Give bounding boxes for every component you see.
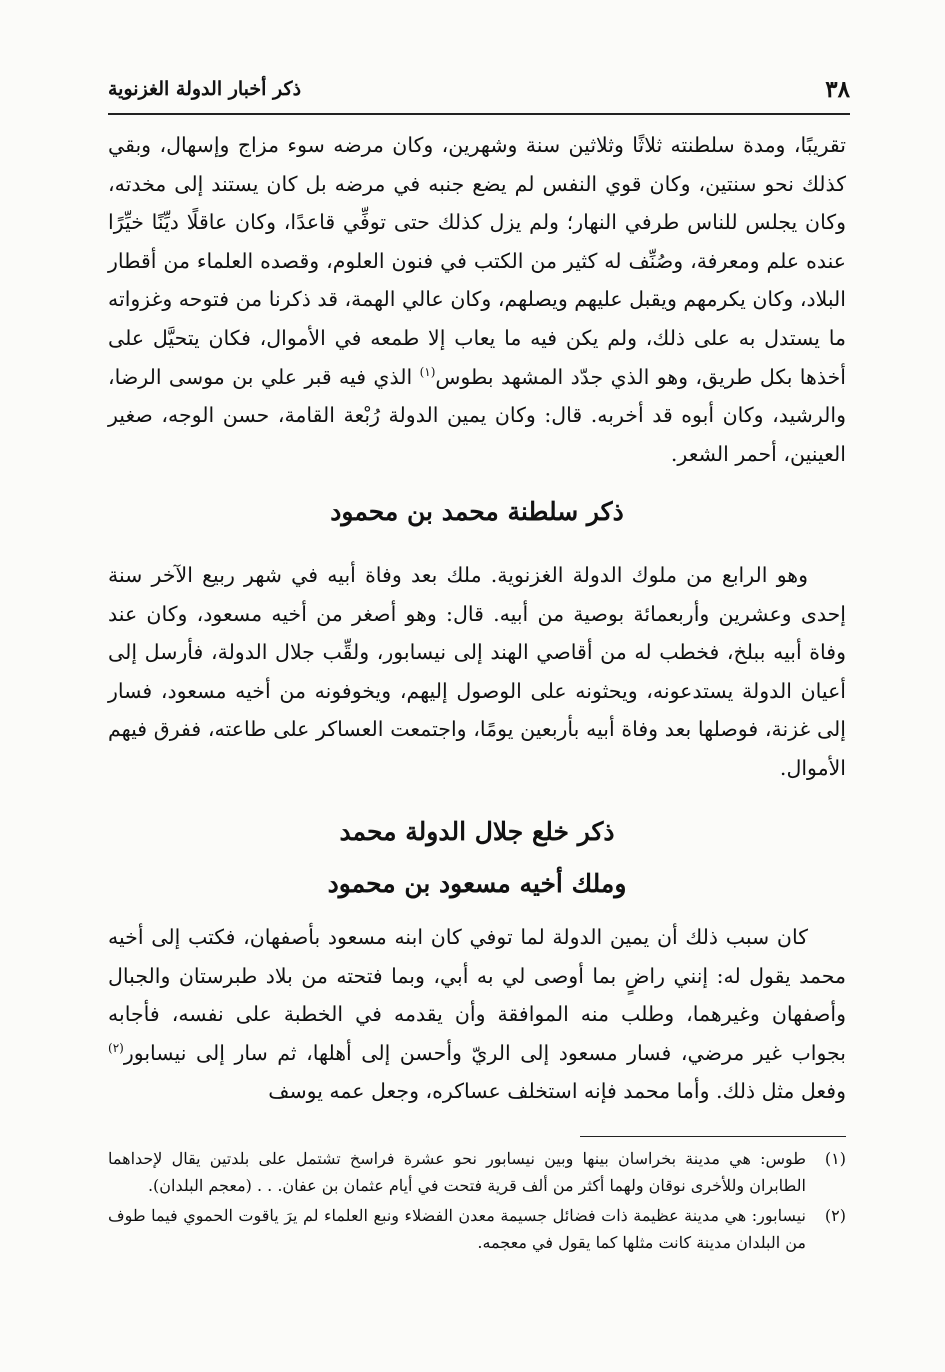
footnotes xyxy=(108,1146,846,1260)
footnote-text: نيسابور: هي مدينة عظيمة ذات فضائل جسيمة معدن الفضلاء ونبع العلماء لم يرَ ياقوت الحموي فيما طوف من البلدان مدينة كانت مثلها كما يقول في معجمه. xyxy=(108,1206,806,1252)
body-paragraph-3 xyxy=(108,918,846,1111)
paragraph-text-tail: الذي فيه قبر علي بن موسى الرضا، والرشيد، وكان أبوه قد أخربه. قال: وكان يمين الدولة رُبْعة القامة، حسن الوجه، صغير العينين، أحمر الشعر. xyxy=(108,364,846,466)
footnote-1 xyxy=(108,1146,846,1199)
footnote-number: (١) xyxy=(824,1149,846,1168)
body-paragraph-1 xyxy=(108,126,846,473)
page-number: ٣٨ xyxy=(825,76,850,103)
footnote-reference-2[interactable]: (٢) xyxy=(108,1040,124,1055)
footnote-divider xyxy=(580,1136,846,1137)
section-heading-2-line-1: ذكر خلع جلال الدولة محمد xyxy=(339,817,615,846)
section-heading-1: ذكر سلطنة محمد بن محمود xyxy=(330,497,624,526)
paragraph-text-tail: وفعل مثل ذلك. وأما محمد فإنه استخلف عساكره، وجعل عمه يوسف xyxy=(268,1079,846,1104)
footnote-number: (٢) xyxy=(824,1206,846,1225)
footnote-reference-1[interactable]: (١) xyxy=(419,364,436,379)
paragraph-text: كان سبب ذلك أن يمين الدولة لما توفي كان ابنه مسعود بأصفهان، فكتب إلى أخيه محمد يقول له: إنني راضٍ بما أوصى لي به أبي، وبما فتحته من بلاد طبرستان والجبال وأصفهان وغيرهما، وطلب منه الموافقة وأن يقدمه في الخطبة على نفسه، فأجابه بجواب غير مرضي، فسار مسعود إلى الريّ وأحسن إلى أهلها، ثم سار إلى نيسابور xyxy=(108,925,846,1065)
paragraph-text: وهو الرابع من ملوك الدولة الغزنوية. ملك بعد وفاة أبيه في شهر ربيع الآخر سنة إحدى وعشرين وأربعمائة بوصية من أبيه. قال: وهو أصغر من أخيه مسعود، وكان عند وفاة أبيه ببلخ، فخطب له من أقاصي الهند إلى نيسابور، ولقِّب جلال الدولة، فأرسل إلى أعيان الدولة يستدعونه، ويحثونه على الوصول إليهم، ويخوفونه من أخيه مسعود، فسار إلى غزنة، فوصلها بعد وفاة أبيه بأربعين يومًا، واجتمعت العساكر على طاعته، ففرق فيهم الأموال. xyxy=(108,563,846,780)
running-header xyxy=(108,74,850,114)
section-heading-2-line-2: وملك أخيه مسعود بن محمود xyxy=(327,869,627,898)
footnote-2 xyxy=(108,1203,846,1256)
section-heading-2 xyxy=(108,806,846,910)
header-divider xyxy=(108,113,850,115)
body-paragraph-2 xyxy=(108,556,846,788)
paragraph-text: تقريبًا، ومدة سلطنته ثلاثًا وثلاثين سنة وشهرين، وكان مرضه سوء مزاج وإسهال، وبقي كذلك نحو سنتين، وكان قوي النفس لم يضع جنبه في مرضه بل كان يستند إلى مخدته، وكان يجلس للناس طرفي النهار؛ ولم يزل كذلك حتى توفِّي قاعدًا، وكان عاقلًا ديِّنًا خيِّرًا عنده علم ومعرفة، وصُنِّف له كثير من الكتب في فنون العلوم، وقصده العلماء من أقطار البلاد، وكان يكرمهم ويقبل عليهم ويصلهم، وكان عالي الهمة، قد ذكرنا من فتوحه وغزواته ما يستدل به على ذلك، ولم يكن فيه ما يعاب إلا طمعه في الأموال، فكان يتحيَّل على أخذها بكل طريق، وهو الذي جدّد المشهد بطوس xyxy=(108,133,846,389)
footnote-text: طوس: هي مدينة بخراسان بينها وبين نيسابور نحو عشرة فراسخ تشتمل على بلدتين يقال لإحداهما الطابران وللأخرى نوقان ولهما أكثر من ألف قرية فتحت في أيام عثمان بن عفان. . . (معجم البلدان). xyxy=(108,1149,806,1195)
running-title: ذكر أخبار الدولة الغزنوية xyxy=(108,78,302,100)
